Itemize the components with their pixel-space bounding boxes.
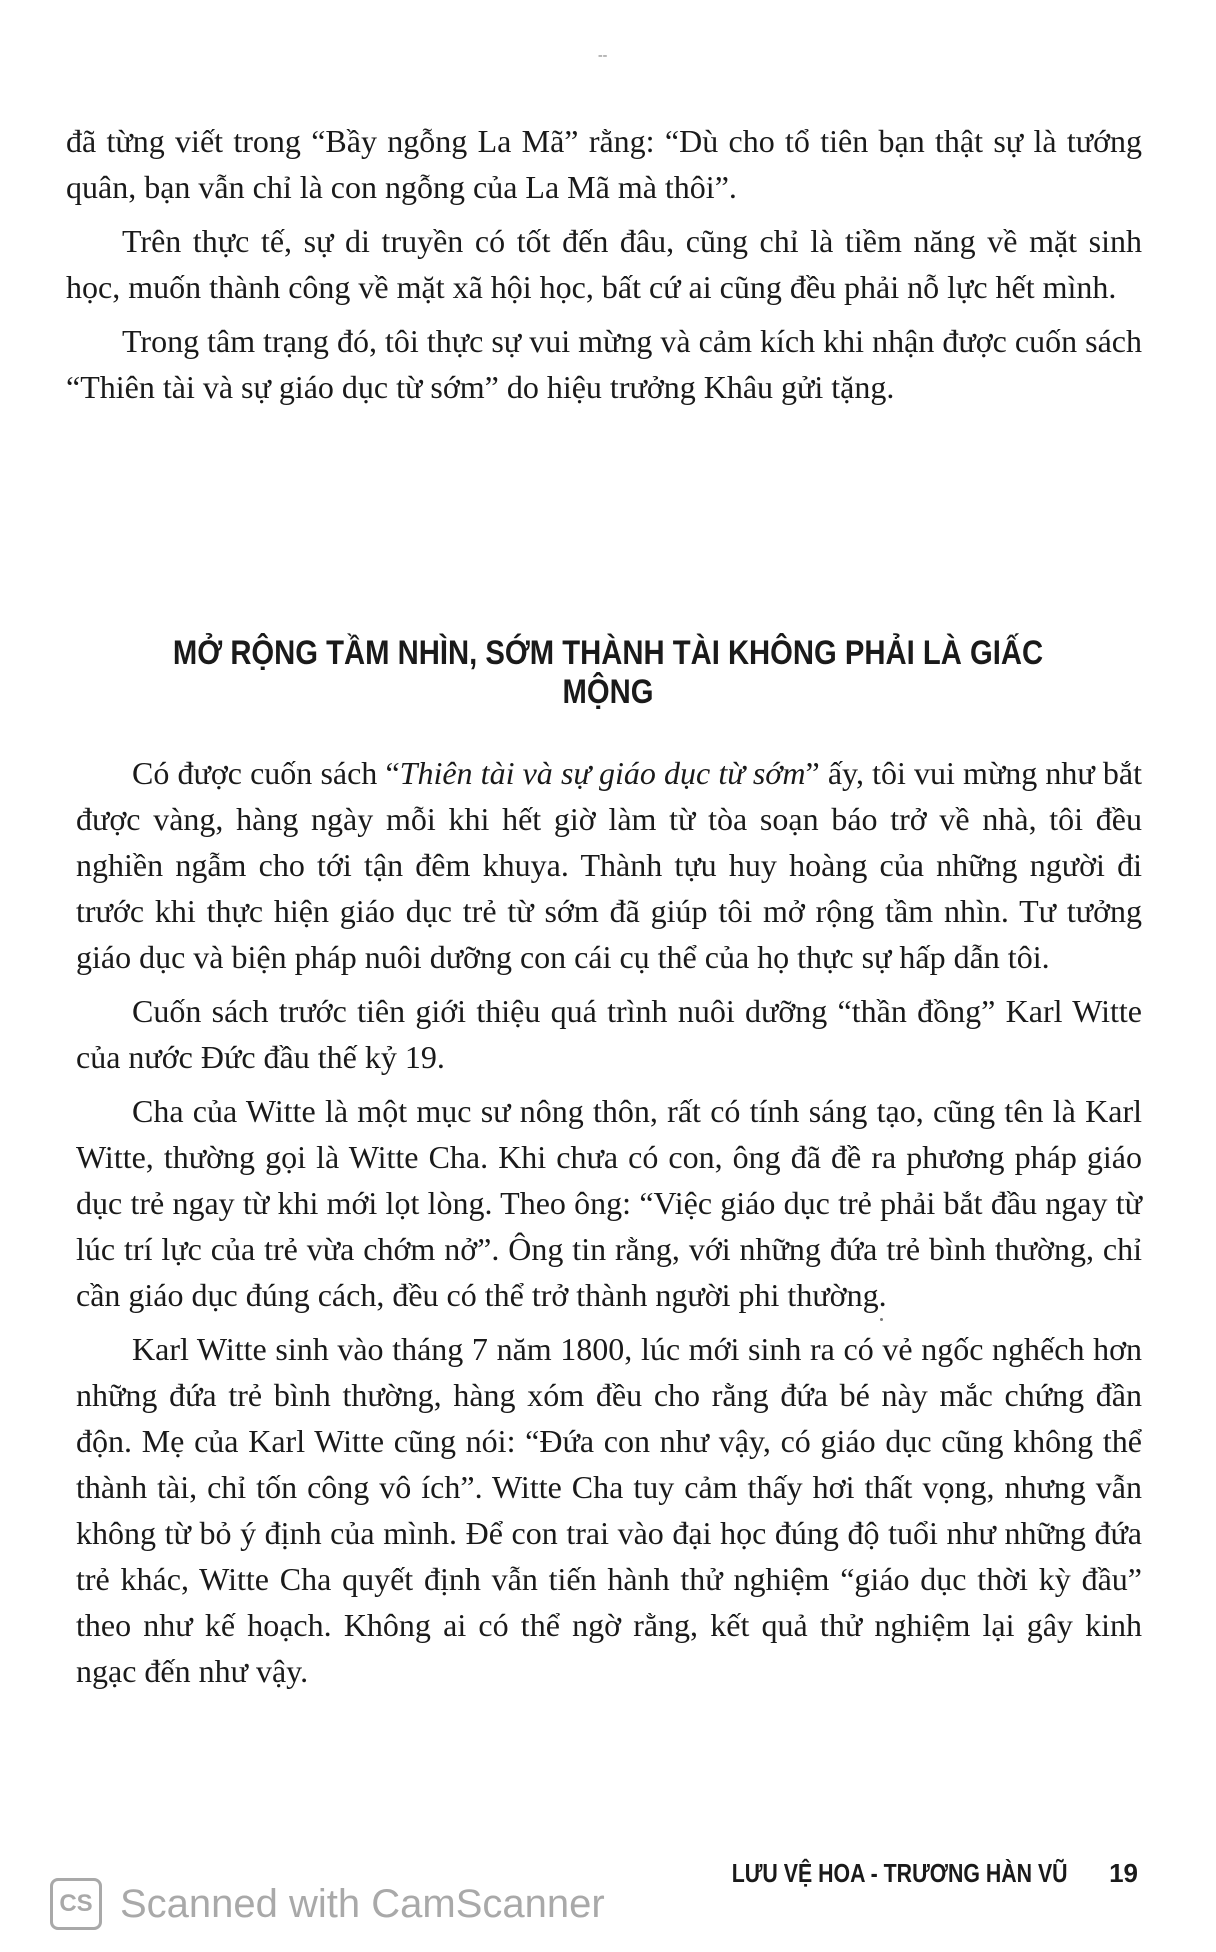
paragraph-text-after-title: ” ấy, tôi vui mừng như bắt được vàng, hàng ngày mỗi khi hết giờ làm từ tòa soạn báo trở về nhà, tôi đều nghiền ngẫm cho tới tận đêm khuya. Thành tựu huy hoàng của những người đi trước khi thực hiện giáo dục trẻ từ sớm đã giúp tôi mở rộng tầm nhìn. Tư tưởng giáo dục và biện pháp nuôi dưỡng con cái cụ thể của họ thực sự hấp dẫn tôi. bbox=[76, 755, 1142, 975]
paragraph-genetics: Trên thực tế, sự di truyền có tốt đến đâu, cũng chỉ là tiềm năng về mặt sinh học, muốn thành công về mặt xã hội học, bất cứ ai cũng đều phải nỗ lực hết mình. bbox=[66, 223, 1142, 305]
book-title-italic: Thiên tài và sự giáo dục từ sớm bbox=[399, 755, 806, 791]
camscanner-logo-icon: CS bbox=[50, 1878, 102, 1930]
page-number: 19 bbox=[1109, 1858, 1138, 1888]
paragraph-witte-birth: Karl Witte sinh vào tháng 7 năm 1800, lúc mới sinh ra có vẻ ngốc nghếch hơn những đứa trẻ bình thường, hàng xóm đều cho rằng đứa bé này mắc chứng đần độn. Mẹ của Karl Witte cũng nói: “Đứa con như vậy, có giáo dục cũng không thể thành tài, chỉ tốn công vô ích”. Witte Cha tuy cảm thấy hơi thất vọng, nhưng vẫn không từ bỏ ý định của mình. Để con trai vào đại học đúng độ tuổi như những đứa trẻ khác, Witte Cha quyết định vẫn tiến hành thử nghiệm “giáo dục thời kỳ đầu” theo như kế hoạch. Không ai có thể ngờ rằng, kết quả thử nghiệm lại gây kinh ngạc đến như vậy. bbox=[76, 1331, 1142, 1689]
paragraph-text-before-title: Có được cuốn sách “ bbox=[132, 755, 400, 791]
page-footer bbox=[658, 1858, 1139, 1889]
footer-authors: LƯU VỆ HOA - TRƯƠNG HÀN VŨ bbox=[731, 1858, 1068, 1888]
camscanner-watermark bbox=[50, 1878, 605, 1930]
paragraph-book-gift: Trong tâm trạng đó, tôi thực sự vui mừng và cảm kích khi nhận được cuốn sách “Thiên tài và sự giáo dục từ sớm” do hiệu trưởng Khâu gửi tặng. bbox=[66, 323, 1142, 405]
scan-speck bbox=[880, 1318, 883, 1321]
top-scan-mark: -- bbox=[598, 48, 608, 63]
paragraph-witte-father: Cha của Witte là một mục sư nông thôn, rất có tính sáng tạo, cũng tên là Karl Witte, thường gọi là Witte Cha. Khi chưa có con, ông đã đề ra phương pháp giáo dục trẻ ngay từ khi mới lọt lòng. Theo ông: “Việc giáo dục trẻ phải bắt đầu ngay từ lúc trí lực của trẻ vừa chớm nở”. Ông tin rằng, với những đứa trẻ bình thường, chỉ cần giáo dục đúng cách, đều có thể trở thành người phi thường. bbox=[76, 1093, 1142, 1313]
paragraph-book-received bbox=[76, 750, 1142, 980]
paragraph-continuation: đã từng viết trong “Bầy ngỗng La Mã” rằng: “Dù cho tổ tiên bạn thật sự là tướng quân, bạn vẫn chỉ là con ngỗng của La Mã mà thôi”. bbox=[66, 123, 1142, 205]
section-heading: MỞ RỘNG TẦM NHÌN, SỚM THÀNH TÀI KHÔNG PHẢI LÀ GIẤC MỘNG bbox=[172, 634, 1044, 711]
top-text-block bbox=[66, 118, 1142, 410]
paragraph-karl-witte-intro: Cuốn sách trước tiên giới thiệu quá trình nuôi dưỡng “thần đồng” Karl Witte của nước Đức đầu thế kỷ 19. bbox=[76, 993, 1142, 1075]
watermark-text: Scanned with CamScanner bbox=[120, 1881, 605, 1926]
section-body bbox=[76, 750, 1142, 1694]
